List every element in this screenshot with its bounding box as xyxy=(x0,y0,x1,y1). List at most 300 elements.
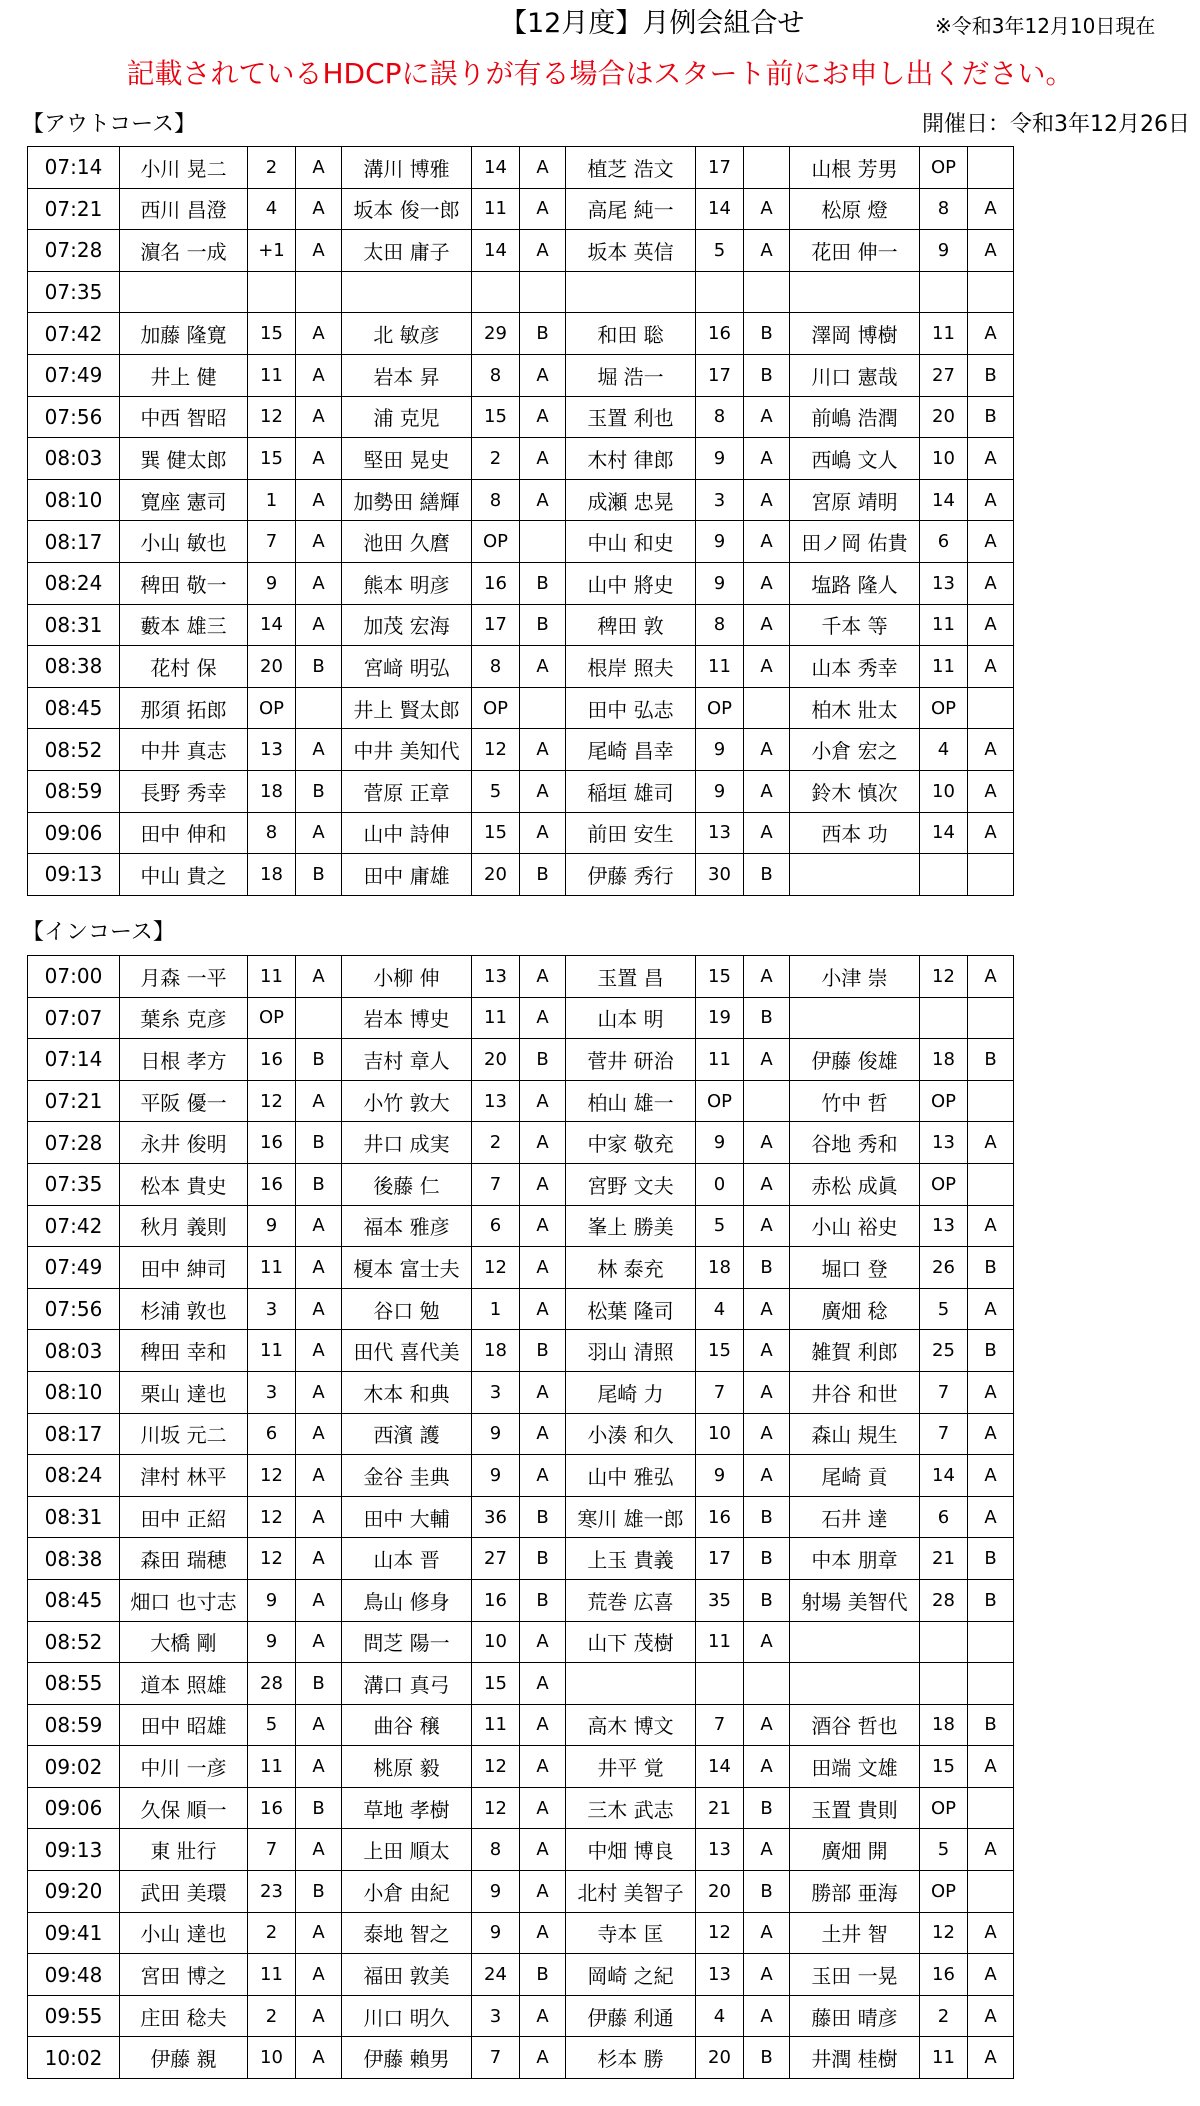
hdcp-cell: 7 xyxy=(696,1371,744,1413)
class-cell: B xyxy=(744,313,790,355)
class-cell: B xyxy=(744,854,790,896)
hdcp-cell: 11 xyxy=(248,1247,296,1289)
hdcp-cell: 5 xyxy=(920,1829,968,1871)
class-cell: A xyxy=(520,230,566,272)
hdcp-cell: 11 xyxy=(472,1704,520,1746)
player-name-cell: 荒巻 広喜 xyxy=(566,1579,696,1621)
class-cell: A xyxy=(968,2037,1014,2079)
player-name-cell: 桃原 毅 xyxy=(342,1746,472,1788)
class-cell xyxy=(296,997,342,1039)
table-row xyxy=(28,1704,1014,1746)
in-course-label: 【インコース】 xyxy=(22,920,175,945)
class-cell: A xyxy=(744,1704,790,1746)
hdcp-cell: 16 xyxy=(472,562,520,604)
tee-time-cell: 07:28 xyxy=(28,1122,120,1164)
hdcp-cell: 15 xyxy=(472,812,520,854)
class-cell: A xyxy=(968,956,1014,998)
class-cell: B xyxy=(744,2037,790,2079)
table-row xyxy=(28,1455,1014,1497)
class-cell: B xyxy=(744,1496,790,1538)
class-cell: B xyxy=(968,354,1014,396)
tee-time-cell: 07:21 xyxy=(28,188,120,230)
hdcp-cell: 2 xyxy=(248,1995,296,2037)
hdcp-cell: 8 xyxy=(472,646,520,688)
player-name-cell xyxy=(790,854,920,896)
player-name-cell: 前田 安生 xyxy=(566,812,696,854)
player-name-cell: 寒川 雄一郎 xyxy=(566,1496,696,1538)
player-name-cell xyxy=(790,271,920,313)
class-cell: A xyxy=(296,1080,342,1122)
hdcp-cell xyxy=(696,1663,744,1705)
hdcp-cell xyxy=(248,271,296,313)
class-cell xyxy=(744,1663,790,1705)
player-name-cell: 田代 喜代美 xyxy=(342,1330,472,1372)
class-cell: A xyxy=(968,188,1014,230)
player-name-cell: 山中 詩伸 xyxy=(342,812,472,854)
hdcp-cell xyxy=(920,997,968,1039)
hdcp-cell: 7 xyxy=(248,521,296,563)
table-row xyxy=(28,1663,1014,1705)
hdcp-cell: OP xyxy=(920,1080,968,1122)
player-name-cell: 井口 成実 xyxy=(342,1122,472,1164)
player-name-cell: 加藤 隆寛 xyxy=(120,313,248,355)
class-cell: A xyxy=(296,354,342,396)
hdcp-cell: OP xyxy=(920,1871,968,1913)
player-name-cell: 伊藤 秀行 xyxy=(566,854,696,896)
hdcp-cell: 11 xyxy=(696,1039,744,1081)
hdcp-cell: 16 xyxy=(248,1163,296,1205)
hdcp-cell: 11 xyxy=(696,1621,744,1663)
class-cell: A xyxy=(296,1288,342,1330)
hdcp-cell: 13 xyxy=(920,1122,968,1164)
hdcp-cell: 12 xyxy=(472,1787,520,1829)
player-name-cell: 道本 照雄 xyxy=(120,1663,248,1705)
table-row xyxy=(28,2037,1014,2079)
hdcp-cell: 11 xyxy=(920,646,968,688)
hdcp-cell: 18 xyxy=(472,1330,520,1372)
hdcp-cell: 5 xyxy=(920,1288,968,1330)
class-cell: A xyxy=(968,770,1014,812)
class-cell: A xyxy=(744,562,790,604)
class-cell xyxy=(968,1621,1014,1663)
player-name-cell: 榎本 富士夫 xyxy=(342,1247,472,1289)
class-cell xyxy=(968,997,1014,1039)
hdcp-cell: 20 xyxy=(248,646,296,688)
hdcp-cell: 8 xyxy=(696,396,744,438)
class-cell: B xyxy=(296,1663,342,1705)
class-cell: A xyxy=(296,1538,342,1580)
class-cell: A xyxy=(296,1413,342,1455)
player-name-cell: 塩路 隆人 xyxy=(790,562,920,604)
player-name-cell xyxy=(790,997,920,1039)
hdcp-cell: 5 xyxy=(696,230,744,272)
player-name-cell: 尾崎 力 xyxy=(566,1371,696,1413)
class-cell: A xyxy=(520,1871,566,1913)
player-name-cell: 稗田 幸和 xyxy=(120,1330,248,1372)
hdcp-cell: 2 xyxy=(248,147,296,189)
tee-time-cell: 07:14 xyxy=(28,147,120,189)
table-row xyxy=(28,230,1014,272)
hdcp-cell: 8 xyxy=(248,812,296,854)
class-cell: A xyxy=(520,1704,566,1746)
hdcp-cell: 9 xyxy=(696,1122,744,1164)
class-cell: B xyxy=(520,1330,566,1372)
player-name-cell: 前嶋 浩潤 xyxy=(790,396,920,438)
hdcp-cell: 14 xyxy=(472,230,520,272)
hdcp-cell: 17 xyxy=(696,1538,744,1580)
class-cell xyxy=(520,521,566,563)
out-course-label: 【アウトコース】 xyxy=(22,112,197,137)
class-cell: A xyxy=(296,1704,342,1746)
class-cell: A xyxy=(744,1330,790,1372)
hdcp-cell: 4 xyxy=(696,1995,744,2037)
player-name-cell: 堀 浩一 xyxy=(566,354,696,396)
player-name-cell: 柏木 壯太 xyxy=(790,687,920,729)
class-cell xyxy=(968,1080,1014,1122)
player-name-cell: 田中 大輔 xyxy=(342,1496,472,1538)
hdcp-cell: 36 xyxy=(472,1496,520,1538)
table-row xyxy=(28,646,1014,688)
hdcp-cell: 10 xyxy=(248,2037,296,2079)
hdcp-cell: 9 xyxy=(472,1455,520,1497)
class-cell: A xyxy=(520,147,566,189)
player-name-cell: 竹中 哲 xyxy=(790,1080,920,1122)
player-name-cell: 玉田 一晃 xyxy=(790,1954,920,1996)
class-cell: A xyxy=(968,1413,1014,1455)
table-row xyxy=(28,1163,1014,1205)
class-cell: B xyxy=(296,1163,342,1205)
player-name-cell: 玉置 利也 xyxy=(566,396,696,438)
class-cell: A xyxy=(744,812,790,854)
player-name-cell: 伊藤 利通 xyxy=(566,1995,696,2037)
hdcp-cell: 4 xyxy=(696,1288,744,1330)
player-name-cell: 坂本 英信 xyxy=(566,230,696,272)
class-cell: A xyxy=(296,1829,342,1871)
player-name-cell: 中川 一彦 xyxy=(120,1746,248,1788)
player-name-cell: 柏山 雄一 xyxy=(566,1080,696,1122)
class-cell xyxy=(968,1663,1014,1705)
player-name-cell: 西本 功 xyxy=(790,812,920,854)
class-cell: A xyxy=(296,1247,342,1289)
player-name-cell: 森山 規生 xyxy=(790,1413,920,1455)
player-name-cell: 大橋 剛 xyxy=(120,1621,248,1663)
tee-time-cell: 09:13 xyxy=(28,1829,120,1871)
player-name-cell: 溝川 博雅 xyxy=(342,147,472,189)
player-name-cell: 岩本 博史 xyxy=(342,997,472,1039)
player-name-cell: 森田 瑞穂 xyxy=(120,1538,248,1580)
player-name-cell: 月森 一平 xyxy=(120,956,248,998)
hdcp-cell: 11 xyxy=(920,604,968,646)
class-cell: A xyxy=(520,396,566,438)
tee-time-cell: 07:21 xyxy=(28,1080,120,1122)
player-name-cell: 林 泰充 xyxy=(566,1247,696,1289)
hdcp-cell xyxy=(920,1663,968,1705)
hdcp-cell: 1 xyxy=(472,1288,520,1330)
player-name-cell: 久保 順一 xyxy=(120,1787,248,1829)
player-name-cell: 田ノ岡 佑貴 xyxy=(790,521,920,563)
hdcp-cell: 4 xyxy=(920,729,968,771)
player-name-cell: 田中 弘志 xyxy=(566,687,696,729)
class-cell xyxy=(968,1871,1014,1913)
hdcp-cell: 24 xyxy=(472,1954,520,1996)
tee-time-cell: 08:03 xyxy=(28,1330,120,1372)
player-name-cell: 井平 覚 xyxy=(566,1746,696,1788)
player-name-cell: 三木 武志 xyxy=(566,1787,696,1829)
hdcp-cell: 11 xyxy=(248,1954,296,1996)
class-cell: A xyxy=(296,604,342,646)
class-cell: A xyxy=(968,604,1014,646)
player-name-cell: 和田 聡 xyxy=(566,313,696,355)
player-name-cell: 玉置 貴則 xyxy=(790,1787,920,1829)
hdcp-cell: 14 xyxy=(472,147,520,189)
table-row xyxy=(28,1787,1014,1829)
player-name-cell: 岡崎 之紀 xyxy=(566,1954,696,1996)
class-cell: A xyxy=(296,521,342,563)
class-cell xyxy=(296,687,342,729)
class-cell: A xyxy=(520,812,566,854)
tee-time-cell: 08:45 xyxy=(28,1579,120,1621)
player-name-cell: 上田 順太 xyxy=(342,1829,472,1871)
tee-time-cell: 07:49 xyxy=(28,1247,120,1289)
player-name-cell: 伊藤 俊雄 xyxy=(790,1039,920,1081)
player-name-cell: 稗田 敦 xyxy=(566,604,696,646)
class-cell: A xyxy=(296,1455,342,1497)
class-cell: A xyxy=(968,438,1014,480)
class-cell: A xyxy=(296,188,342,230)
player-name-cell: 泰地 智之 xyxy=(342,1912,472,1954)
player-name-cell xyxy=(790,1663,920,1705)
tee-time-cell: 07:14 xyxy=(28,1039,120,1081)
tee-time-cell: 08:38 xyxy=(28,646,120,688)
table-row xyxy=(28,770,1014,812)
class-cell xyxy=(968,147,1014,189)
hdcp-cell: 13 xyxy=(920,1205,968,1247)
class-cell: A xyxy=(520,1995,566,2037)
player-name-cell: 寛座 憲司 xyxy=(120,479,248,521)
hdcp-cell: 11 xyxy=(248,1330,296,1372)
in-course-table xyxy=(27,955,1014,2079)
player-name-cell: 川口 明久 xyxy=(342,1995,472,2037)
hdcp-cell: 14 xyxy=(248,604,296,646)
class-cell: A xyxy=(744,1288,790,1330)
class-cell: A xyxy=(520,2037,566,2079)
hdcp-cell: OP xyxy=(920,1787,968,1829)
player-name-cell: 川口 憲哉 xyxy=(790,354,920,396)
tee-time-cell: 08:59 xyxy=(28,1704,120,1746)
table-row xyxy=(28,604,1014,646)
tee-time-cell: 08:24 xyxy=(28,1455,120,1497)
class-cell: A xyxy=(744,230,790,272)
hdcp-cell xyxy=(920,1621,968,1663)
player-name-cell: 鳥山 修身 xyxy=(342,1579,472,1621)
hdcp-cell: 11 xyxy=(248,354,296,396)
player-name-cell: 加勢田 繕輝 xyxy=(342,479,472,521)
player-name-cell: 山中 雅弘 xyxy=(566,1455,696,1497)
class-cell: B xyxy=(520,1579,566,1621)
class-cell: B xyxy=(744,1871,790,1913)
class-cell xyxy=(520,271,566,313)
player-name-cell: 稗田 敬一 xyxy=(120,562,248,604)
player-name-cell: 宮田 博之 xyxy=(120,1954,248,1996)
class-cell: B xyxy=(520,1538,566,1580)
table-row xyxy=(28,1247,1014,1289)
class-cell: A xyxy=(744,1413,790,1455)
table-row xyxy=(28,687,1014,729)
hdcp-cell: 11 xyxy=(696,646,744,688)
class-cell: A xyxy=(296,1330,342,1372)
player-name-cell: 池田 久麿 xyxy=(342,521,472,563)
hdcp-cell: OP xyxy=(472,687,520,729)
hdcp-cell: 9 xyxy=(696,770,744,812)
hdcp-cell: 12 xyxy=(248,1080,296,1122)
hdcp-cell: 11 xyxy=(920,2037,968,2079)
class-cell: A xyxy=(744,1829,790,1871)
hdcp-cell: 12 xyxy=(472,729,520,771)
hdcp-cell: 16 xyxy=(248,1787,296,1829)
hdcp-cell: 12 xyxy=(696,1912,744,1954)
hdcp-cell: 13 xyxy=(248,729,296,771)
class-cell: B xyxy=(520,854,566,896)
hdcp-cell: 3 xyxy=(472,1371,520,1413)
player-name-cell: 勝部 亜海 xyxy=(790,1871,920,1913)
class-cell xyxy=(744,271,790,313)
hdcp-cell: 7 xyxy=(472,2037,520,2079)
hdcp-cell: 13 xyxy=(920,562,968,604)
class-cell: B xyxy=(968,1247,1014,1289)
hdcp-cell: 27 xyxy=(472,1538,520,1580)
hdcp-notice: 記載されているHDCPに誤りが有る場合はスタート前にお申し出ください。 xyxy=(126,57,1074,90)
player-name-cell: 木村 律郎 xyxy=(566,438,696,480)
class-cell: A xyxy=(968,1496,1014,1538)
tee-time-cell: 08:24 xyxy=(28,562,120,604)
player-name-cell: 田中 昭雄 xyxy=(120,1704,248,1746)
player-name-cell: 小竹 敦大 xyxy=(342,1080,472,1122)
class-cell: B xyxy=(296,1039,342,1081)
table-row xyxy=(28,997,1014,1039)
class-cell xyxy=(968,1163,1014,1205)
tee-time-cell: 08:52 xyxy=(28,1621,120,1663)
player-name-cell: 庄田 稔夫 xyxy=(120,1995,248,2037)
class-cell: B xyxy=(968,1579,1014,1621)
class-cell: A xyxy=(296,396,342,438)
class-cell: A xyxy=(296,1995,342,2037)
player-name-cell: 山根 芳男 xyxy=(790,147,920,189)
hdcp-cell: 4 xyxy=(248,188,296,230)
tee-time-cell: 08:55 xyxy=(28,1663,120,1705)
table-row xyxy=(28,438,1014,480)
class-cell: A xyxy=(296,1746,342,1788)
table-row xyxy=(28,1538,1014,1580)
class-cell: A xyxy=(296,562,342,604)
tee-time-cell: 08:52 xyxy=(28,729,120,771)
hdcp-cell: 1 xyxy=(248,479,296,521)
class-cell: A xyxy=(968,729,1014,771)
class-cell: B xyxy=(520,1954,566,1996)
player-name-cell: 羽山 清照 xyxy=(566,1330,696,1372)
hdcp-cell: 3 xyxy=(248,1288,296,1330)
player-name-cell: 加茂 宏海 xyxy=(342,604,472,646)
class-cell: A xyxy=(296,1912,342,1954)
class-cell xyxy=(968,687,1014,729)
class-cell: A xyxy=(968,1746,1014,1788)
hdcp-cell: 13 xyxy=(696,812,744,854)
hdcp-cell: 12 xyxy=(248,1538,296,1580)
class-cell: A xyxy=(296,812,342,854)
tee-time-cell: 08:17 xyxy=(28,521,120,563)
class-cell: A xyxy=(296,1205,342,1247)
class-cell: A xyxy=(744,604,790,646)
hdcp-cell: 15 xyxy=(696,956,744,998)
class-cell: A xyxy=(744,1163,790,1205)
hdcp-cell: 9 xyxy=(248,1579,296,1621)
hdcp-cell xyxy=(920,271,968,313)
tee-time-cell: 07:56 xyxy=(28,396,120,438)
class-cell: A xyxy=(744,1746,790,1788)
table-row xyxy=(28,521,1014,563)
class-cell: A xyxy=(744,1954,790,1996)
class-cell: A xyxy=(968,479,1014,521)
table-row xyxy=(28,1413,1014,1455)
class-cell: A xyxy=(520,646,566,688)
player-name-cell: 田中 伸和 xyxy=(120,812,248,854)
class-cell: A xyxy=(744,1621,790,1663)
hdcp-cell: 20 xyxy=(920,396,968,438)
class-cell: A xyxy=(744,1455,790,1497)
player-name-cell: 東 壯行 xyxy=(120,1829,248,1871)
class-cell: A xyxy=(744,438,790,480)
class-cell: B xyxy=(296,770,342,812)
player-name-cell: 津村 林平 xyxy=(120,1455,248,1497)
class-cell: A xyxy=(968,1455,1014,1497)
class-cell: A xyxy=(520,729,566,771)
hdcp-cell: 7 xyxy=(248,1829,296,1871)
held-date: 開催日：令和3年12月26日 xyxy=(922,112,1190,137)
class-cell: A xyxy=(520,354,566,396)
player-name-cell: 中本 朋章 xyxy=(790,1538,920,1580)
class-cell: A xyxy=(744,479,790,521)
table-row xyxy=(28,1122,1014,1164)
hdcp-cell: 15 xyxy=(248,313,296,355)
tee-time-cell: 09:41 xyxy=(28,1912,120,1954)
hdcp-cell: 9 xyxy=(248,1621,296,1663)
class-cell: A xyxy=(520,1912,566,1954)
player-name-cell: 峯上 勝美 xyxy=(566,1205,696,1247)
title-bar xyxy=(0,4,1200,44)
player-name-cell xyxy=(790,1621,920,1663)
class-cell: B xyxy=(520,562,566,604)
class-cell: A xyxy=(520,1205,566,1247)
hdcp-cell: 18 xyxy=(248,854,296,896)
hdcp-cell: 9 xyxy=(472,1871,520,1913)
hdcp-cell: 12 xyxy=(920,956,968,998)
player-name-cell: 玉置 昌 xyxy=(566,956,696,998)
hdcp-cell: 12 xyxy=(248,1496,296,1538)
class-cell: A xyxy=(520,1787,566,1829)
player-name-cell: 中家 敬充 xyxy=(566,1122,696,1164)
class-cell: A xyxy=(968,1288,1014,1330)
player-name-cell: 伊藤 親 xyxy=(120,2037,248,2079)
hdcp-cell: 6 xyxy=(472,1205,520,1247)
player-name-cell: 問芝 陽一 xyxy=(342,1621,472,1663)
hdcp-cell: 35 xyxy=(696,1579,744,1621)
hdcp-cell: 8 xyxy=(472,1829,520,1871)
player-name-cell: 小倉 宏之 xyxy=(790,729,920,771)
tee-time-cell: 08:45 xyxy=(28,687,120,729)
player-name-cell xyxy=(566,1663,696,1705)
hdcp-cell: 17 xyxy=(472,604,520,646)
player-name-cell: 宮原 靖明 xyxy=(790,479,920,521)
player-name-cell: 那須 拓郎 xyxy=(120,687,248,729)
